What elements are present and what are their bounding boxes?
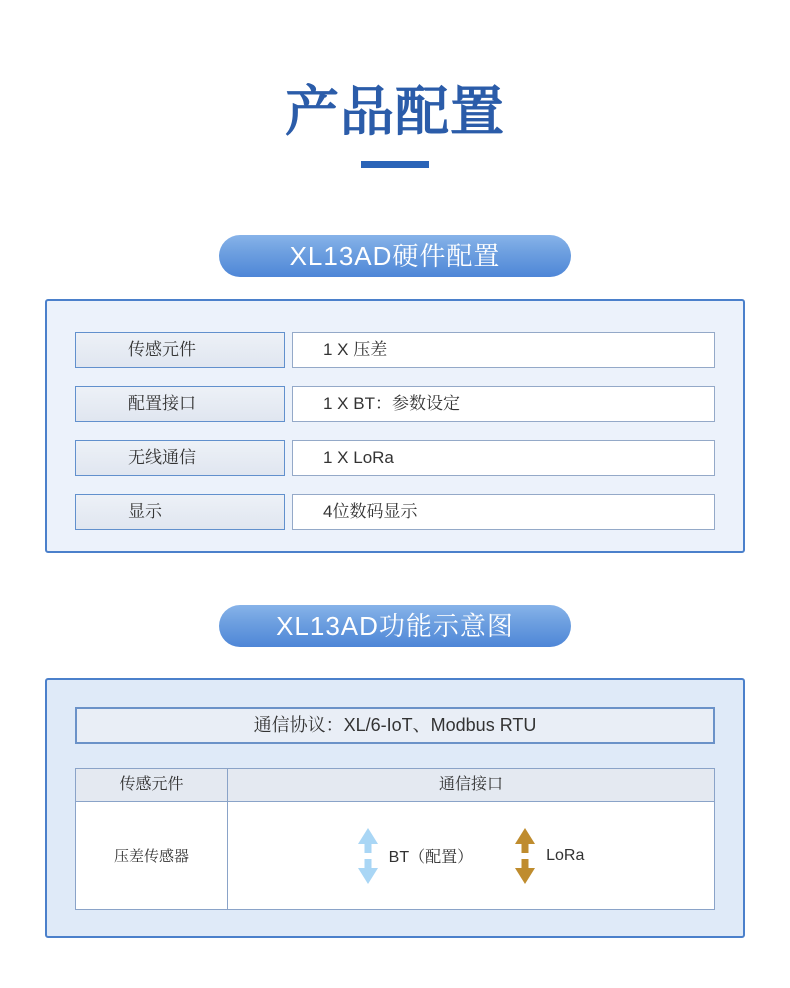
function-table-header-row	[76, 769, 714, 802]
config-row	[75, 440, 715, 476]
section-pill-hardware-config: XL13AD硬件配置	[219, 235, 571, 277]
function-table-body-row	[76, 802, 714, 909]
hardware-config-panel	[45, 299, 745, 553]
config-value-display: 4位数码显示	[292, 494, 715, 530]
lora-interface	[515, 828, 584, 884]
config-row	[75, 386, 715, 422]
config-label-config-interface: 配置接口	[75, 386, 285, 422]
bt-interface	[358, 828, 473, 884]
config-label-display: 显示	[75, 494, 285, 530]
section-pill-function-diagram: XL13AD功能示意图	[219, 605, 571, 647]
lora-double-arrow-vertical-icon	[515, 828, 535, 884]
bt-double-arrow-vertical-icon	[358, 828, 378, 884]
table-header-sensor-element: 传感元件	[76, 769, 228, 801]
config-label-sensor-element: 传感元件	[75, 332, 285, 368]
config-value-wireless-comm: 1 X LoRa	[292, 440, 715, 476]
config-value-sensor-element: 1 X 压差	[292, 332, 715, 368]
lora-interface-label: LoRa	[546, 846, 585, 864]
config-row	[75, 332, 715, 368]
protocol-bar: 通信协议：XL/6-IoT、Modbus RTU	[75, 707, 715, 744]
config-label-wireless-comm: 无线通信	[75, 440, 285, 476]
config-value-config-interface: 1 X BT：参数设定	[292, 386, 715, 422]
page-title: 产品配置	[285, 82, 505, 142]
comm-interface-cell	[228, 802, 714, 909]
bt-interface-label: BT（配置）	[388, 849, 474, 866]
config-row	[75, 494, 715, 530]
sensor-name-cell: 压差传感器	[76, 802, 228, 909]
table-header-comm-interface: 通信接口	[438, 776, 503, 793]
function-diagram-panel	[45, 678, 745, 938]
function-table	[75, 768, 715, 910]
title-underline	[361, 161, 429, 168]
